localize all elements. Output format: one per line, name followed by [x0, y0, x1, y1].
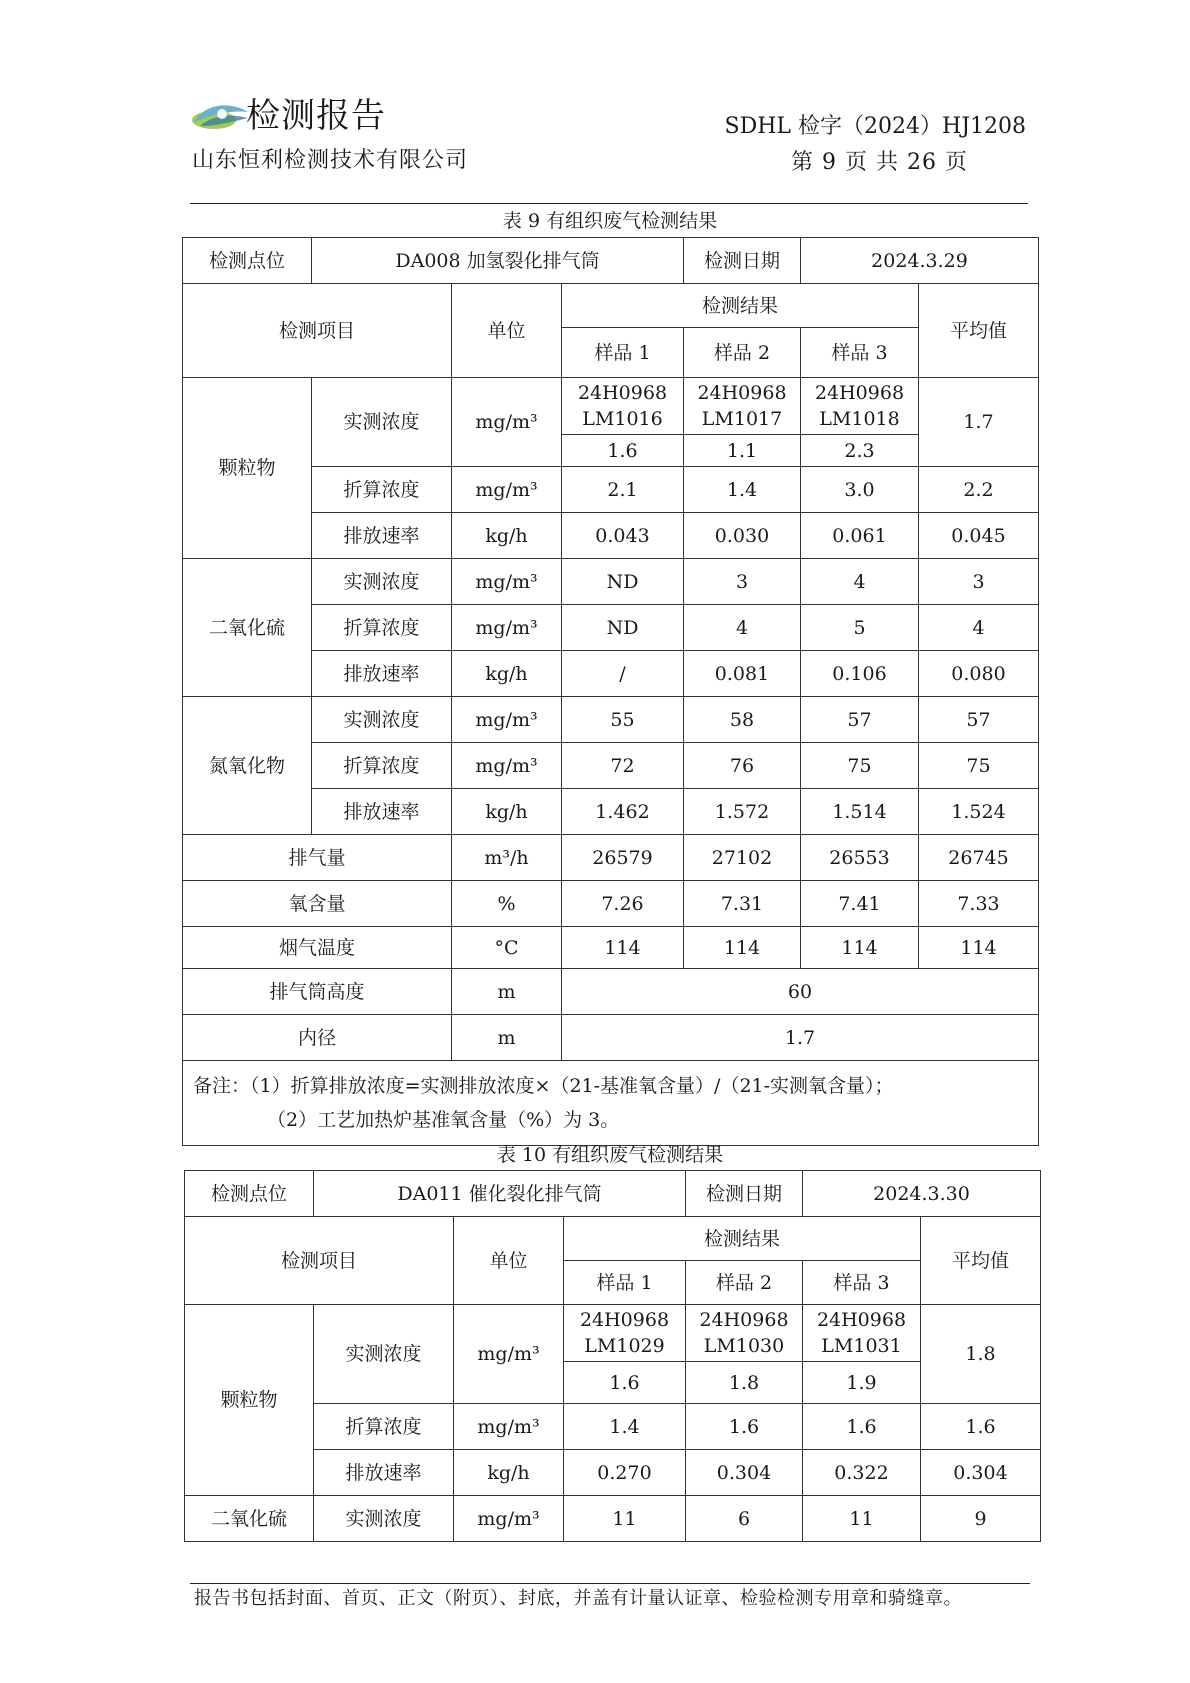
cell-value: 26579: [562, 835, 684, 881]
sample-header: 样品 3: [801, 328, 919, 378]
unit-header: 单位: [452, 284, 562, 378]
cell-value: 55: [562, 697, 684, 743]
sample-id: 24H0968 LM1029: [564, 1305, 686, 1362]
table-row: [185, 1217, 1041, 1261]
row-unit: %: [452, 881, 562, 927]
footer-note: 报告书包括封面、首页、正文（附页）、封底，并盖有计量认证章、检验检测专用章和骑缝章。: [194, 1588, 962, 1609]
cell-value: 6: [686, 1496, 803, 1542]
table10: [184, 1170, 1041, 1542]
cell-value: 114: [562, 927, 684, 969]
table-row: [183, 789, 1039, 835]
cell-value: 57: [801, 697, 919, 743]
table-row: [183, 238, 1039, 284]
point-label: 检测点位: [185, 1171, 314, 1217]
cell-value: 0.030: [684, 513, 801, 559]
page-info: 第 9 页 共 26 页: [791, 150, 968, 175]
avg-value: 57: [919, 697, 1039, 743]
cell-value: 7.26: [562, 881, 684, 927]
cell-value: 1.6: [803, 1404, 921, 1450]
row-unit: m: [452, 969, 562, 1015]
cell-value: 75: [801, 743, 919, 789]
cell-value: 114: [684, 927, 801, 969]
table-row: [185, 1171, 1041, 1217]
row-unit: kg/h: [452, 513, 562, 559]
sample-id: 24H0968 LM1030: [686, 1305, 803, 1362]
avg-value: 4: [919, 605, 1039, 651]
avg-value: 26745: [919, 835, 1039, 881]
row-label: 排气量: [183, 835, 452, 881]
row-label: 排放速率: [312, 789, 452, 835]
row-unit: kg/h: [452, 789, 562, 835]
cell-value: 58: [684, 697, 801, 743]
row-unit: kg/h: [454, 1450, 564, 1496]
row-label: 氧含量: [183, 881, 452, 927]
cell-value: 1.8: [686, 1362, 803, 1404]
table-row: [183, 605, 1039, 651]
cell-value: 1.9: [803, 1362, 921, 1404]
row-label: 实测浓度: [312, 697, 452, 743]
table10-caption: 表 10 有组织废气检测结果: [496, 1144, 724, 1166]
cell-value: 3.0: [801, 467, 919, 513]
cell-value: 60: [562, 969, 1039, 1015]
avg-value: 2.2: [919, 467, 1039, 513]
result-header: 检测结果: [564, 1217, 921, 1261]
cell-value: 0.106: [801, 651, 919, 697]
avg-value: 114: [919, 927, 1039, 969]
table-row: [183, 697, 1039, 743]
table-row: [183, 284, 1039, 328]
cell-value: 11: [564, 1496, 686, 1542]
sample-id: 24H0968 LM1016: [562, 378, 684, 435]
row-unit: mg/m³: [452, 559, 562, 605]
sample-header: 样品 2: [684, 328, 801, 378]
avg-value: 0.304: [921, 1450, 1041, 1496]
table-row: [183, 881, 1039, 927]
cell-value: 0.304: [686, 1450, 803, 1496]
row-label: 折算浓度: [314, 1404, 454, 1450]
cell-value: 1.6: [562, 435, 684, 467]
avg-value: 1.7: [919, 378, 1039, 467]
sample-id: 24H0968 LM1018: [801, 378, 919, 435]
table-row: [183, 1015, 1039, 1061]
cell-value: ND: [562, 559, 684, 605]
point-value: DA008 加氢裂化排气筒: [312, 238, 684, 284]
table-row: [183, 513, 1039, 559]
footer-divider: [190, 1583, 1030, 1584]
note-label: 备注：: [193, 1075, 251, 1097]
cell-value: ND: [562, 605, 684, 651]
cell-value: 1.1: [684, 435, 801, 467]
cell-value: 0.322: [803, 1450, 921, 1496]
table-row: [185, 1496, 1041, 1542]
cell-value: 1.7: [562, 1015, 1039, 1061]
table-row: [183, 559, 1039, 605]
table-row: [183, 835, 1039, 881]
avg-value: 0.080: [919, 651, 1039, 697]
report-number: SDHL 检字（2024）HJ1208: [724, 114, 1026, 139]
row-label: 实测浓度: [314, 1496, 454, 1542]
row-label: 实测浓度: [312, 559, 452, 605]
row-unit: mg/m³: [452, 697, 562, 743]
company-name: 山东恒利检测技术有限公司: [192, 148, 469, 173]
cell-value: 1.4: [684, 467, 801, 513]
row-label: 内径: [183, 1015, 452, 1061]
row-label: 排放速率: [314, 1450, 454, 1496]
cell-value: 3: [684, 559, 801, 605]
date-label: 检测日期: [686, 1171, 803, 1217]
row-unit: mg/m³: [454, 1496, 564, 1542]
header-divider: [190, 203, 1028, 204]
cell-value: 1.6: [564, 1362, 686, 1404]
cell-value: 11: [803, 1496, 921, 1542]
pollutant-name: 颗粒物: [183, 378, 312, 559]
pollutant-name: 颗粒物: [185, 1305, 314, 1496]
pollutant-name: 二氧化硫: [183, 559, 312, 697]
avg-value: 1.8: [921, 1305, 1041, 1404]
cell-value: 2.1: [562, 467, 684, 513]
pollutant-name: 二氧化硫: [185, 1496, 314, 1542]
sample-header: 样品 1: [562, 328, 684, 378]
row-label: 排放速率: [312, 513, 452, 559]
row-label: 折算浓度: [312, 467, 452, 513]
leaf-logo-icon: [192, 100, 250, 134]
avg-value: 75: [919, 743, 1039, 789]
row-unit: mg/m³: [452, 378, 562, 467]
row-label: 实测浓度: [314, 1305, 454, 1404]
row-unit: mg/m³: [454, 1305, 564, 1404]
row-unit: m: [452, 1015, 562, 1061]
cell-value: 114: [801, 927, 919, 969]
table-row: [183, 927, 1039, 969]
cell-value: 0.081: [684, 651, 801, 697]
date-value: 2024.3.30: [803, 1171, 1041, 1217]
row-label: 折算浓度: [312, 743, 452, 789]
table-row: [183, 651, 1039, 697]
avg-header: 平均值: [921, 1217, 1041, 1305]
report-title: 检测报告: [246, 96, 386, 136]
sample-header: 样品 3: [803, 1261, 921, 1305]
cell-value: 0.270: [564, 1450, 686, 1496]
table-row: [183, 378, 1039, 435]
table9-caption: 表 9 有组织废气检测结果: [502, 210, 718, 232]
avg-value: 3: [919, 559, 1039, 605]
sample-id: 24H0968 LM1031: [803, 1305, 921, 1362]
table-row: [185, 1404, 1041, 1450]
cell-value: 7.31: [684, 881, 801, 927]
cell-value: 1.514: [801, 789, 919, 835]
cell-value: 7.41: [801, 881, 919, 927]
avg-value: 0.045: [919, 513, 1039, 559]
sample-header: 样品 1: [564, 1261, 686, 1305]
table-row: [185, 1305, 1041, 1362]
cell-value: 4: [801, 559, 919, 605]
cell-value: 4: [684, 605, 801, 651]
row-label: 排气筒高度: [183, 969, 452, 1015]
avg-value: 7.33: [919, 881, 1039, 927]
table-row: [183, 467, 1039, 513]
cell-value: 0.061: [801, 513, 919, 559]
row-unit: kg/h: [452, 651, 562, 697]
table-row: [185, 1450, 1041, 1496]
unit-header: 单位: [454, 1217, 564, 1305]
cell-value: 76: [684, 743, 801, 789]
cell-value: 26553: [801, 835, 919, 881]
date-value: 2024.3.29: [801, 238, 1039, 284]
notes-cell: [183, 1061, 1039, 1146]
row-unit: mg/m³: [452, 467, 562, 513]
row-unit: °C: [452, 927, 562, 969]
row-label: 烟气温度: [183, 927, 452, 969]
sample-header: 样品 2: [686, 1261, 803, 1305]
cell-value: 1.572: [684, 789, 801, 835]
avg-header: 平均值: [919, 284, 1039, 378]
item-header: 检测项目: [185, 1217, 454, 1305]
note-2: （2）工艺加热炉基准氧含量（%）为 3。: [267, 1109, 620, 1131]
cell-value: /: [562, 651, 684, 697]
cell-value: 1.6: [686, 1404, 803, 1450]
cell-value: 0.043: [562, 513, 684, 559]
row-unit: mg/m³: [452, 605, 562, 651]
cell-value: 5: [801, 605, 919, 651]
point-label: 检测点位: [183, 238, 312, 284]
avg-value: 9: [921, 1496, 1041, 1542]
sample-id: 24H0968 LM1017: [684, 378, 801, 435]
avg-value: 1.524: [919, 789, 1039, 835]
pollutant-name: 氮氧化物: [183, 697, 312, 835]
cell-value: 1.462: [562, 789, 684, 835]
row-unit: mg/m³: [452, 743, 562, 789]
avg-value: 1.6: [921, 1404, 1041, 1450]
cell-value: 27102: [684, 835, 801, 881]
table-row: [183, 1061, 1039, 1146]
point-value: DA011 催化裂化排气筒: [314, 1171, 686, 1217]
date-label: 检测日期: [684, 238, 801, 284]
row-label: 实测浓度: [312, 378, 452, 467]
item-header: 检测项目: [183, 284, 452, 378]
table-row: [183, 743, 1039, 789]
cell-value: 72: [562, 743, 684, 789]
row-label: 折算浓度: [312, 605, 452, 651]
table9: [182, 237, 1039, 1146]
cell-value: 2.3: [801, 435, 919, 467]
row-unit: mg/m³: [454, 1404, 564, 1450]
row-unit: m³/h: [452, 835, 562, 881]
result-header: 检测结果: [562, 284, 919, 328]
row-label: 排放速率: [312, 651, 452, 697]
note-1: （1）折算排放浓度=实测排放浓度×（21-基准氧含量）/（21-实测氧含量）；: [250, 1075, 894, 1097]
table-row: [183, 969, 1039, 1015]
cell-value: 1.4: [564, 1404, 686, 1450]
